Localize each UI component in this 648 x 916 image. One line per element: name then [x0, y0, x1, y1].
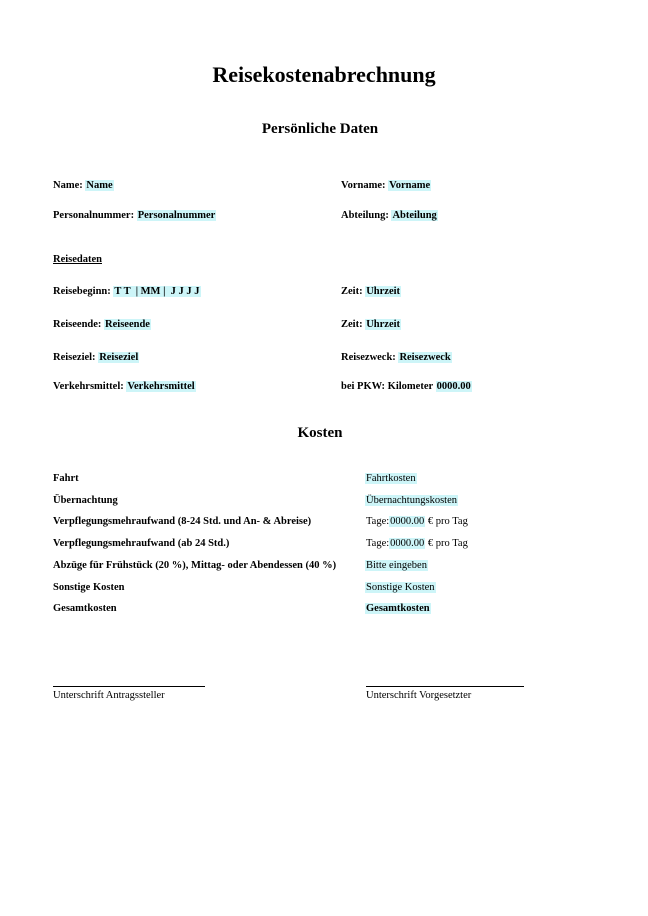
verpflegung-8-24-field[interactable]: 0000.00: [390, 516, 425, 527]
kosten-label-sonstige: Sonstige Kosten: [53, 582, 125, 593]
verkehrsmittel-field[interactable]: Verkehrsmittel: [127, 381, 195, 392]
verpflegung-ab-24-field[interactable]: 0000.00: [390, 538, 425, 549]
abteilung-label: Abteilung:: [341, 210, 389, 221]
name-label: Name:: [53, 180, 83, 191]
gesamtkosten-field[interactable]: Gesamtkosten: [366, 603, 430, 614]
zeit-beginn-row: [341, 286, 401, 297]
pro-tag-suffix: € pro Tag: [425, 538, 468, 549]
reisebeginn-date-field[interactable]: T T | MM | J J J J: [114, 286, 200, 297]
vorname-row: [341, 180, 431, 191]
signature-line-right[interactable]: [366, 686, 524, 687]
name-field[interactable]: Name: [86, 180, 113, 191]
vorname-label: Vorname:: [341, 180, 386, 191]
reiseziel-field[interactable]: Reiseziel: [99, 352, 139, 363]
pro-tag-suffix: € pro Tag: [425, 516, 468, 527]
kosten-value-verpflegung-ab-24: [366, 538, 468, 549]
section-heading-personal: Persönliche Daten: [261, 121, 379, 137]
reisedaten-heading: Reisedaten: [53, 254, 102, 265]
kosten-label-fahrt: Fahrt: [53, 473, 79, 484]
document-title: Reisekostenabrechnung: [212, 62, 436, 87]
kosten-label-uebernachtung: Übernachtung: [53, 495, 118, 506]
zeit-beginn-label: Zeit:: [341, 286, 363, 297]
signature-label-left: Unterschrift Antragssteller: [53, 690, 165, 701]
reiseziel-label: Reiseziel:: [53, 352, 96, 363]
personalnummer-row: [53, 210, 216, 221]
signature-line-left[interactable]: [53, 686, 205, 687]
kosten-value-fahrt: [365, 473, 417, 484]
reiseende-field[interactable]: Reiseende: [105, 319, 150, 330]
kosten-label-abzuege: Abzüge für Frühstück (20 %), Mittag- oder Abendessen (40 %): [53, 560, 337, 571]
tage-prefix: Tage:: [366, 516, 390, 527]
sonstige-kosten-field[interactable]: Sonstige Kosten: [366, 582, 435, 593]
zeit-beginn-field[interactable]: Uhrzeit: [366, 286, 401, 297]
pkw-kilometer-row: [341, 381, 472, 392]
reiseende-label: Reiseende:: [53, 319, 102, 330]
reisebeginn-row: [53, 286, 201, 297]
uebernachtungskosten-field[interactable]: Übernachtungskosten: [366, 495, 457, 506]
reisezweck-label: Reisezweck:: [341, 352, 396, 363]
reisebeginn-label: Reisebeginn:: [53, 286, 111, 297]
kosten-value-verpflegung-8-24: [366, 516, 468, 527]
kosten-value-abzuege: [365, 560, 428, 571]
reisezweck-row: [341, 352, 452, 363]
tage-prefix: Tage:: [366, 538, 390, 549]
pkw-kilometer-label: bei PKW: Kilometer: [341, 381, 433, 392]
abteilung-field[interactable]: Abteilung: [392, 210, 437, 221]
kosten-label-gesamt: Gesamtkosten: [53, 603, 117, 614]
personalnummer-label: Personalnummer:: [53, 210, 135, 221]
kosten-label-verpflegung-8-24: Verpflegungsmehraufwand (8-24 Std. und An- & Abreise): [53, 516, 312, 527]
verkehrsmittel-row: [53, 381, 196, 392]
vorname-field[interactable]: Vorname: [389, 180, 431, 191]
verkehrsmittel-label: Verkehrsmittel:: [53, 381, 124, 392]
reiseende-row: [53, 319, 151, 330]
fahrtkosten-field[interactable]: Fahrtkosten: [366, 473, 416, 484]
kosten-value-gesamt: [365, 603, 431, 614]
abteilung-row: [341, 210, 438, 221]
section-heading-kosten: Kosten: [297, 425, 343, 441]
signature-label-right: Unterschrift Vorgesetzter: [366, 690, 472, 701]
kosten-label-verpflegung-ab-24: Verpflegungsmehraufwand (ab 24 Std.): [53, 538, 230, 549]
kosten-value-uebernachtung: [365, 495, 458, 506]
name-row: [53, 180, 114, 191]
reiseziel-row: [53, 352, 139, 363]
pkw-kilometer-field[interactable]: 0000.00: [436, 381, 471, 392]
kosten-value-sonstige: [365, 582, 436, 593]
zeit-ende-row: [341, 319, 401, 330]
abzuege-field[interactable]: Bitte eingeben: [366, 560, 427, 571]
zeit-ende-field[interactable]: Uhrzeit: [366, 319, 401, 330]
personalnummer-field[interactable]: Personalnummer: [137, 210, 216, 221]
zeit-ende-label: Zeit:: [341, 319, 363, 330]
reisezweck-field[interactable]: Reisezweck: [399, 352, 451, 363]
